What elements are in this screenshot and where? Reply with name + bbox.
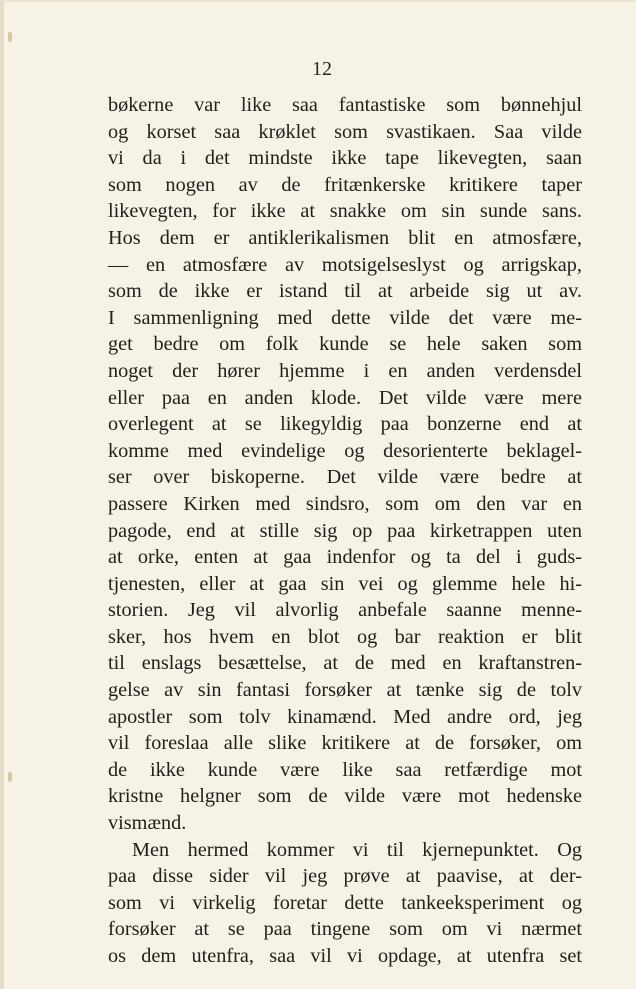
text-line: passere Kirken med sindsro, som om den var en xyxy=(108,492,582,515)
text-line: at orke, enten at gaa indenfor og ta del i guds- xyxy=(108,546,582,569)
text-line: overlegent at se likegyldig paa bonzerne end at xyxy=(108,413,582,436)
text-line: paa disse sider vil jeg prøve at paavise, at der- xyxy=(108,865,582,888)
text-line: pagode, end at stille sig op paa kirketrappen uten xyxy=(108,519,582,542)
text-line: komme med evindelige og desorienterte beklagel- xyxy=(108,439,582,462)
text-line: likevegten, for ikke at snakke om sin sunde sans. xyxy=(108,200,582,223)
text-line: — en atmosfære av motsigelseslyst og arrigskap, xyxy=(108,253,582,276)
text-line: noget der hører hjemme i en anden verdensdel xyxy=(108,359,582,382)
text-line: I sammenligning med dette vilde det være me- xyxy=(108,306,582,329)
body-text xyxy=(108,92,582,970)
text-line: storien. Jeg vil alvorlig anbefale saanne menne- xyxy=(108,599,582,622)
text-line: Hos dem er antiklerikalismen blit en atmosfære, xyxy=(108,226,582,249)
text-line: ser over biskoperne. Det vilde være bedre at xyxy=(108,466,582,489)
text-line: som de ikke er istand til at arbeide sig ut av. xyxy=(108,280,582,303)
text-line: get bedre om folk kunde se hele saken som xyxy=(108,333,582,356)
text-line: de ikke kunde være like saa retfærdige mot xyxy=(108,758,582,781)
text-line: os dem utenfra, saa vil vi opdage, at utenfra set xyxy=(108,945,582,967)
paper-speck xyxy=(8,32,12,42)
text-line: eller paa en anden klode. Det vilde være mere xyxy=(108,386,582,409)
text-line: tjenesten, eller at gaa sin vei og glemme hele hi- xyxy=(108,572,582,595)
text-line: til enslags besættelse, at de med en kraftanstren- xyxy=(108,652,582,675)
text-line: forsøker at se paa tingene som om vi nærmet xyxy=(108,918,582,941)
text-line: som nogen av de fritænkerske kritikere taper xyxy=(108,173,582,196)
text-line: bøkerne var like saa fantastiske som bønnehjul xyxy=(108,94,582,116)
text-line: kristne helgner som de vilde være mot hedenske xyxy=(108,785,582,808)
text-line: gelse av sin fantasi forsøker at tænke sig de tolv xyxy=(108,679,582,702)
text-line: Men hermed kommer vi til kjernepunktet. Og xyxy=(132,838,582,861)
paper-speck xyxy=(8,772,12,782)
text-line: apostler som tolv kinamænd. Med andre ord, jeg xyxy=(108,705,582,728)
text-line: og korset saa krøklet som svastikaen. Saa vilde xyxy=(108,120,582,143)
text-line: sker, hos hvem en blot og bar reaktion er blit xyxy=(108,625,582,648)
text-line: vismænd. xyxy=(108,812,187,835)
text-line: vil foreslaa alle slike kritikere at de forsøker, om xyxy=(108,732,582,755)
text-line: som vi virkelig foretar dette tankeeksperiment og xyxy=(108,891,582,914)
text-line: vi da i det mindste ikke tape likevegten, saan xyxy=(108,147,582,170)
page-number: 12 xyxy=(312,58,332,80)
